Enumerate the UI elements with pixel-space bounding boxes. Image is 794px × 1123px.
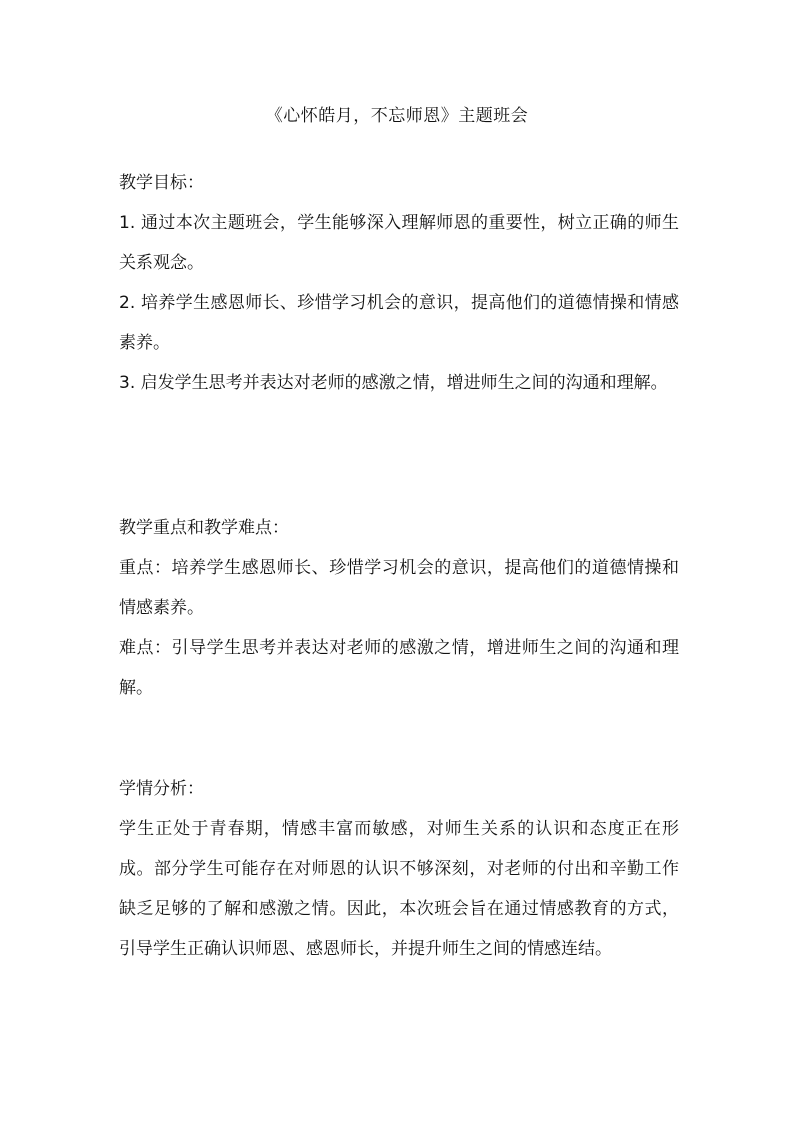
key-points-section (119, 508, 679, 708)
objective-item-1: 1. 通过本次主题班会，学生能够深入理解师恩的重要性，树立正确的师生关系观念。 (119, 213, 679, 273)
document-title: 《心怀皓月，不忘师恩》主题班会 (265, 106, 529, 126)
key-points-heading: 教学重点和教学难点： (119, 518, 289, 538)
objective-item-3: 3. 启发学生思考并表达对老师的感激之情，增进师生之间的沟通和理解。 (119, 373, 668, 393)
analysis-heading: 学情分析： (119, 779, 204, 799)
objectives-heading: 教学目标： (119, 173, 204, 193)
key-point-difficulty: 难点：引导学生思考并表达对老师的感激之情，增进师生之间的沟通和理解。 (119, 638, 679, 698)
objective-item-2: 2. 培养学生感恩师长、珍惜学习机会的意识，提高他们的道德情操和情感素养。 (119, 293, 679, 353)
analysis-section (119, 769, 679, 969)
key-point-focus: 重点：培养学生感恩师长、珍惜学习机会的意识，提高他们的道德情操和情感素养。 (119, 558, 679, 618)
analysis-body: 学生正处于青春期，情感丰富而敏感，对师生关系的认识和态度正在形成。部分学生可能存在对师恩的认识不够深刻，对老师的付出和辛勤工作缺乏足够的了解和感激之情。因此，本次班会旨在通过情感教育的方式，引导学生正确认识师恩、感恩师长，并提升师生之间的情感连结。 (119, 819, 679, 959)
objectives-section (119, 163, 679, 403)
